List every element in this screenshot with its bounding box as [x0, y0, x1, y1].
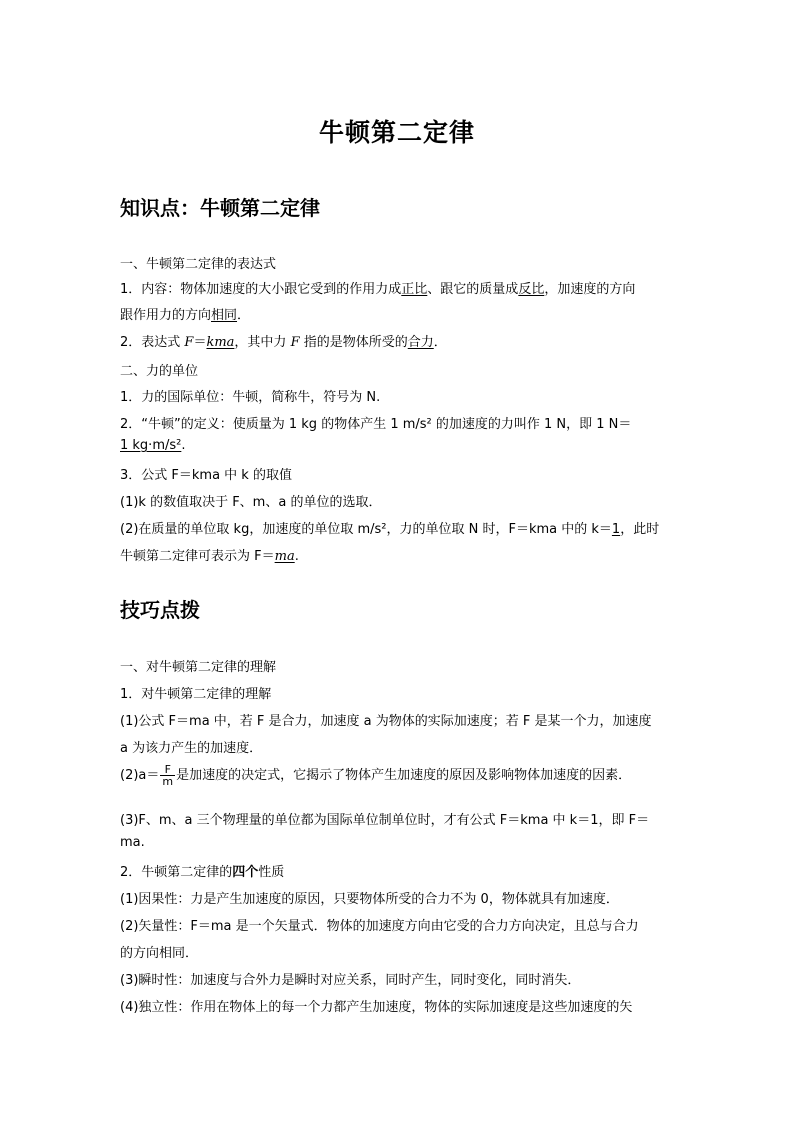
paragraph-line: (1)因果性：力是产生加速度的原因，只要物体所受的合力不为 0，物体就具有加速度．	[120, 892, 619, 907]
paragraph-line: a 为该力产生的加速度．	[120, 741, 263, 756]
subheading-unit: 二、力的单位	[120, 364, 199, 379]
paragraph-line: ma.	[120, 835, 145, 850]
paragraph-line: (1)k 的数值取决于 F、m、a 的单位的选取．	[120, 495, 382, 510]
paragraph-line: 3．公式 F＝kma 中 k 的取值	[120, 468, 292, 483]
paragraph-line: 1．内容：物体加速度的大小跟它受到的作用力成正比、跟它的质量成反比，加速度的方向	[120, 282, 636, 297]
paragraph-line: 1．对牛顿第二定律的理解	[120, 687, 272, 702]
fraction-f-over-m: $\frac{F}{m}$	[162, 763, 174, 788]
subheading-understanding: 一、对牛顿第二定律的理解	[120, 660, 277, 675]
paragraph-line: 牛顿第二定律可表示为 F＝ma.	[120, 549, 299, 564]
paragraph-line: 2．表达式 F＝kma，其中力 F 指的是物体所受的合力．	[120, 335, 447, 350]
section-heading-skills: 技巧点拨	[120, 598, 200, 622]
paragraph-line: (1)公式 F＝ma 中，若 F 是合力，加速度 a 为物体的实际加速度；若 F 是某一个力，加速度	[120, 714, 652, 729]
subheading-expression: 一、牛顿第二定律的表达式	[120, 257, 277, 272]
paragraph-line: 1．力的国际单位：牛顿，简称牛，符号为 N.	[120, 390, 381, 405]
page-title: 牛顿第二定律	[318, 118, 475, 147]
paragraph-line-fraction: (2)a＝ $\frac{F}{m}$ 是加速度的决定式，它揭示了物体产生加速度的原因及影响物体加速度的因素．	[120, 763, 632, 788]
paragraph-line: 的方向相同．	[120, 946, 199, 961]
paragraph-line: 1 kg·m/s².	[120, 438, 186, 453]
paragraph-line: (3)瞬时性：加速度与合外力是瞬时对应关系，同时产生，同时变化，同时消失．	[120, 973, 581, 988]
paragraph-line: (4)独立性：作用在物体上的每一个力都产生加速度，物体的实际加速度是这些加速度的矢	[120, 1000, 633, 1015]
paragraph-line: (2)矢量性：F＝ma 是一个矢量式．物体的加速度方向由它受的合力方向决定，且总与合力	[120, 919, 639, 934]
paragraph-line: (3)F、m、a 三个物理量的单位都为国际单位制单位时，才有公式 F＝kma 中 k＝1，即 F＝	[120, 813, 650, 828]
paragraph-line: 跟作用力的方向相同．	[120, 308, 251, 323]
paragraph-line: 2．牛顿第二定律的四个性质	[120, 865, 285, 880]
paragraph-line: (2)在质量的单位取 kg，加速度的单位取 m/s²，力的单位取 N 时，F＝kma 中的 k＝1，此时	[120, 522, 660, 537]
paragraph-line: 2．“牛顿”的定义：使质量为 1 kg 的物体产生 1 m/s² 的加速度的力叫作 1 N，即 1 N＝	[120, 417, 632, 432]
section-heading-knowledge: 知识点：牛顿第二定律	[120, 196, 320, 220]
